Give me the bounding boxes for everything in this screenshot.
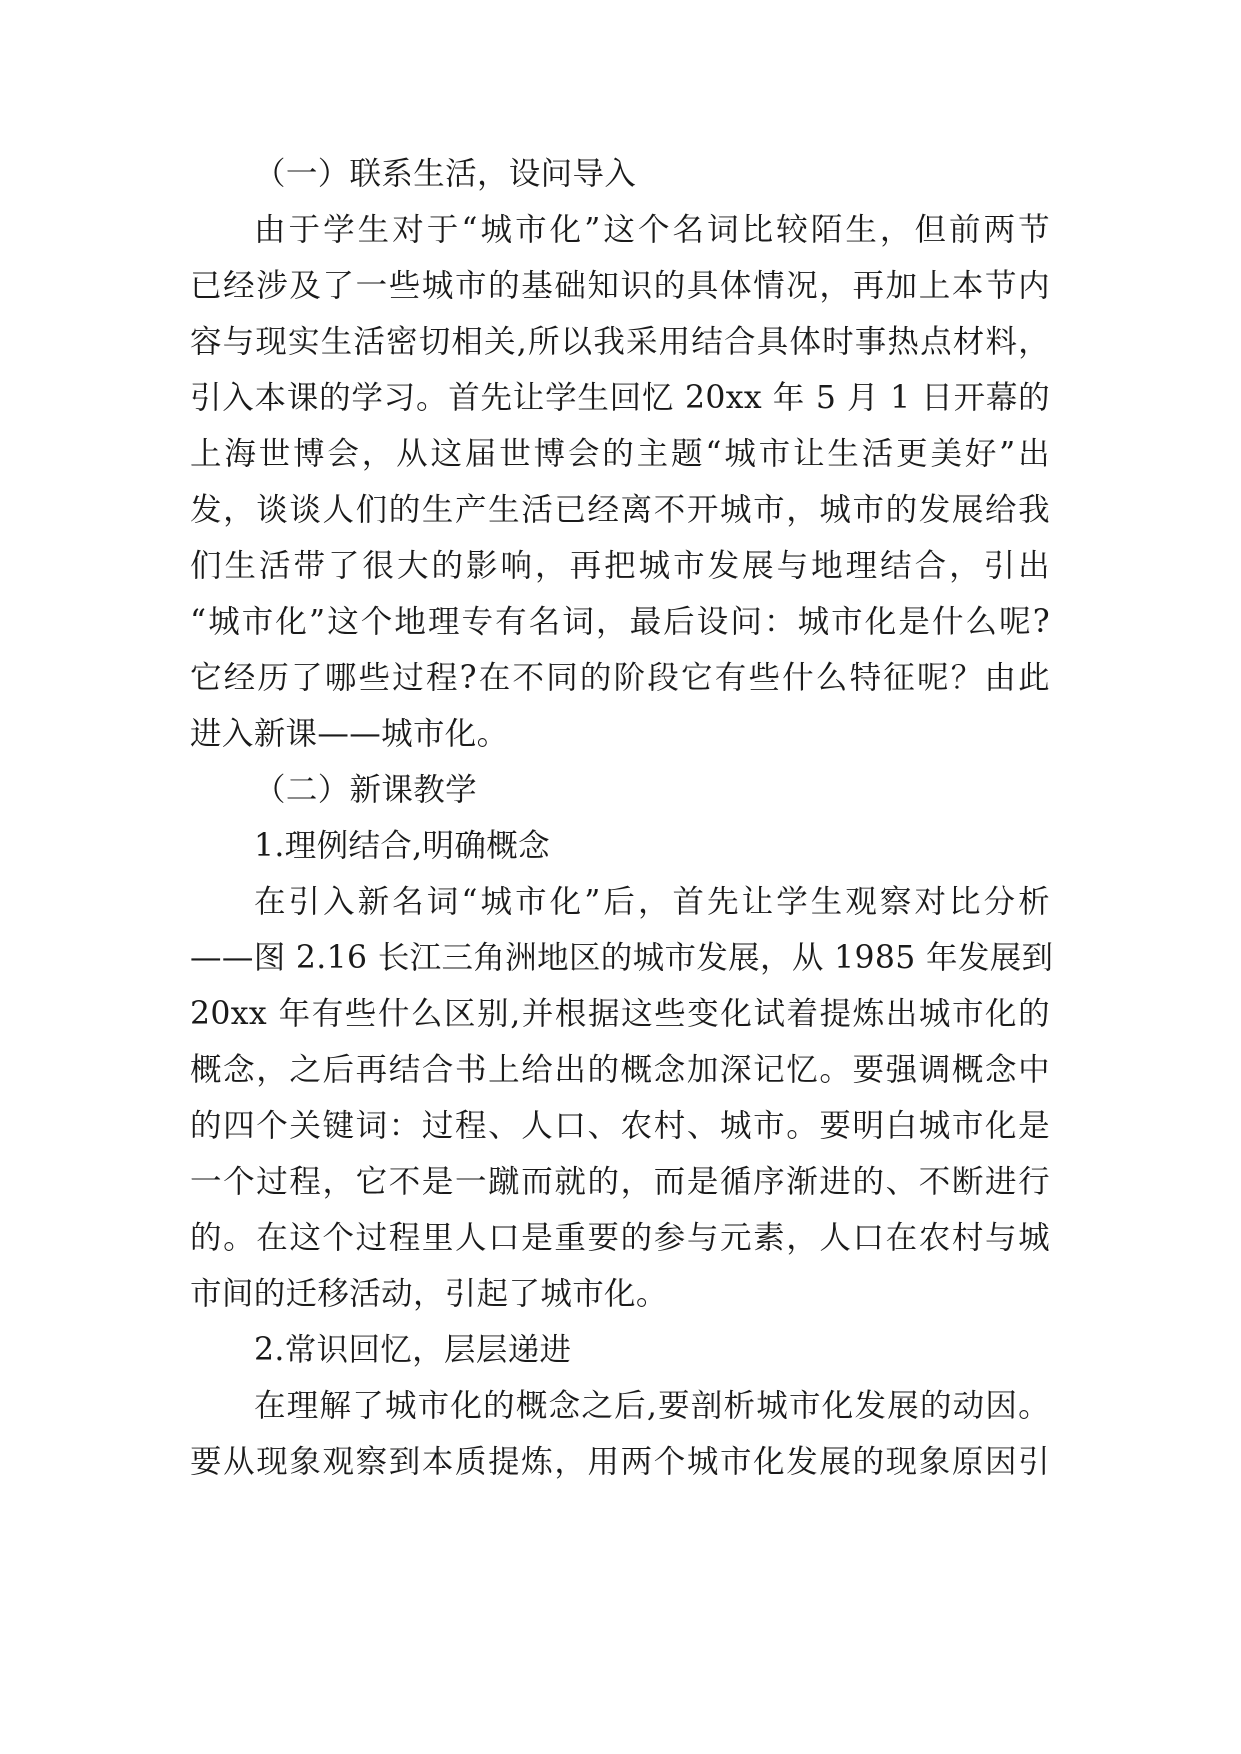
paragraph-line: “城市化”这个地理专有名词，最后设问：城市化是什么呢? [190, 604, 1050, 640]
subsection-heading-1: 1.理例结合,明确概念 [254, 828, 550, 864]
paragraph-line: 容与现实生活密切相关,所以我采用结合具体时事热点材料， [190, 324, 1050, 360]
subsection-heading-2: 2.常识回忆，层层递进 [254, 1332, 572, 1368]
paragraph-line: 发，谈谈人们的生产生活已经离不开城市，城市的发展给我 [190, 492, 1050, 528]
paragraph-line: 一个过程，它不是一蹴而就的，而是循序渐进的、不断进行 [190, 1164, 1050, 1200]
paragraph-line: ——图 2.16 长江三角洲地区的城市发展，从 1985 年发展到 [190, 940, 1054, 976]
section-heading-2: （二）新课教学 [254, 772, 477, 808]
section-heading-1: （一）联系生活，设问导入 [254, 156, 637, 192]
paragraph-line: 它经历了哪些过程?在不同的阶段它有些什么特征呢？由此 [190, 660, 1050, 696]
paragraph-line: 要从现象观察到本质提炼，用两个城市化发展的现象原因引 [190, 1444, 1050, 1480]
paragraph-line: 的四个关键词：过程、人口、农村、城市。要明白城市化是 [190, 1108, 1050, 1144]
paragraph-line: 概念，之后再结合书上给出的概念加深记忆。要强调概念中 [190, 1052, 1050, 1088]
paragraph-line: 引入本课的学习。首先让学生回忆 20xx 年 5 月 1 日开幕的 [190, 380, 1050, 416]
paragraph-line: 已经涉及了一些城市的基础知识的具体情况，再加上本节内 [190, 268, 1050, 304]
paragraph-line: 20xx 年有些什么区别,并根据这些变化试着提炼出城市化的 [190, 996, 1050, 1032]
paragraph-line: 在理解了城市化的概念之后,要剖析城市化发展的动因。 [254, 1388, 1050, 1424]
paragraph-line: 市间的迁移活动，引起了城市化。 [190, 1276, 668, 1312]
paragraph-line: 由于学生对于“城市化”这个名词比较陌生，但前两节 [254, 212, 1050, 248]
paragraph-line: 上海世博会，从这届世博会的主题“城市让生活更美好”出 [190, 436, 1050, 472]
paragraph-line: 们生活带了很大的影响，再把城市发展与地理结合，引出 [190, 548, 1050, 584]
paragraph-line: 在引入新名词“城市化”后，首先让学生观察对比分析 [254, 884, 1050, 920]
paragraph-line: 的。在这个过程里人口是重要的参与元素，人口在农村与城 [190, 1220, 1050, 1256]
paragraph-line: 进入新课——城市化。 [190, 716, 509, 752]
